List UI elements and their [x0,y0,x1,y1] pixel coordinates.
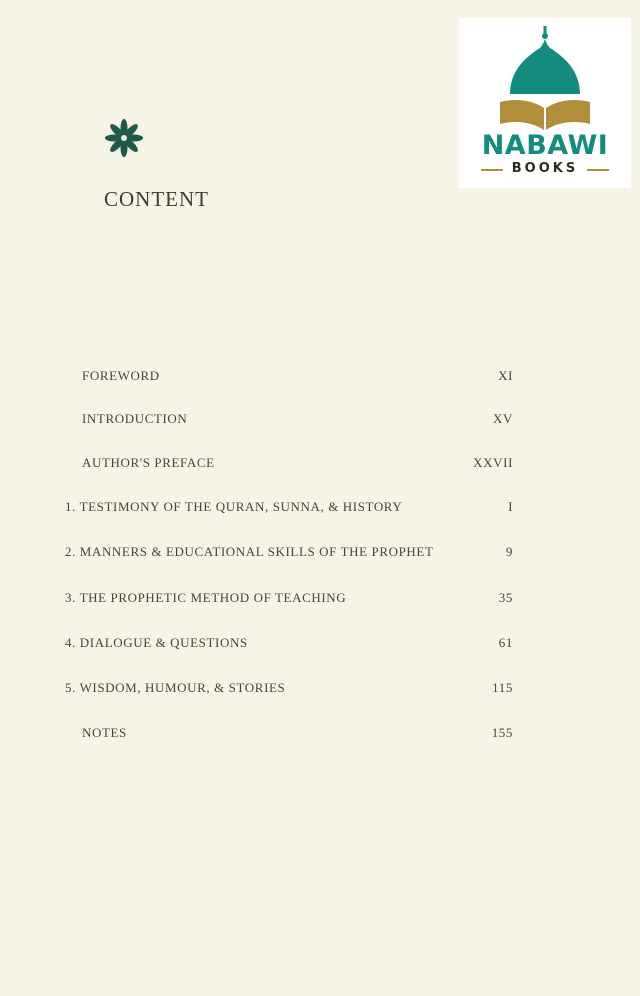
toc-title: 5. WISDOM, HUMOUR, & STORIES [65,680,286,695]
flower-ornament-icon [100,114,148,162]
toc-page: 35 [498,590,513,605]
toc-row [0,499,640,523]
toc-row [0,368,640,392]
toc-page: XV [493,411,513,426]
toc-title: FOREWORD [82,368,160,383]
logo-sub-row [481,161,609,179]
toc-page: 9 [505,544,513,559]
toc-row [0,635,640,659]
divider [481,169,503,171]
toc-page: 155 [491,725,513,740]
toc-title: 3. THE PROPHETIC METHOD OF TEACHING [65,590,347,605]
toc-row [0,590,640,614]
toc-page: 61 [498,635,513,650]
toc-title: 4. DIALOGUE & QUESTIONS [65,635,248,650]
toc-row [0,455,640,479]
divider [587,169,609,171]
toc-title: NOTES [82,725,127,740]
toc-row [0,680,640,704]
toc-row [0,725,640,749]
toc-page: I [508,499,513,514]
toc-page: XXVII [473,455,513,470]
toc-title: AUTHOR'S PREFACE [82,455,215,470]
toc-page: 115 [492,680,513,695]
toc-title: 1. TESTIMONY OF THE QURAN, SUNNA, & HISTORY [65,499,403,514]
toc-row [0,544,640,568]
toc-row [0,411,640,435]
contents-heading: CONTENT [104,187,209,211]
nabawi-books-logo [459,18,631,188]
logo-name: NABAWI [481,130,609,161]
toc-title: 2. MANNERS & EDUCATIONAL SKILLS OF THE PROPHET [65,544,434,559]
logo-sub: BOOKS [511,161,579,176]
toc-title: INTRODUCTION [82,411,188,426]
toc-page: XI [498,368,513,383]
